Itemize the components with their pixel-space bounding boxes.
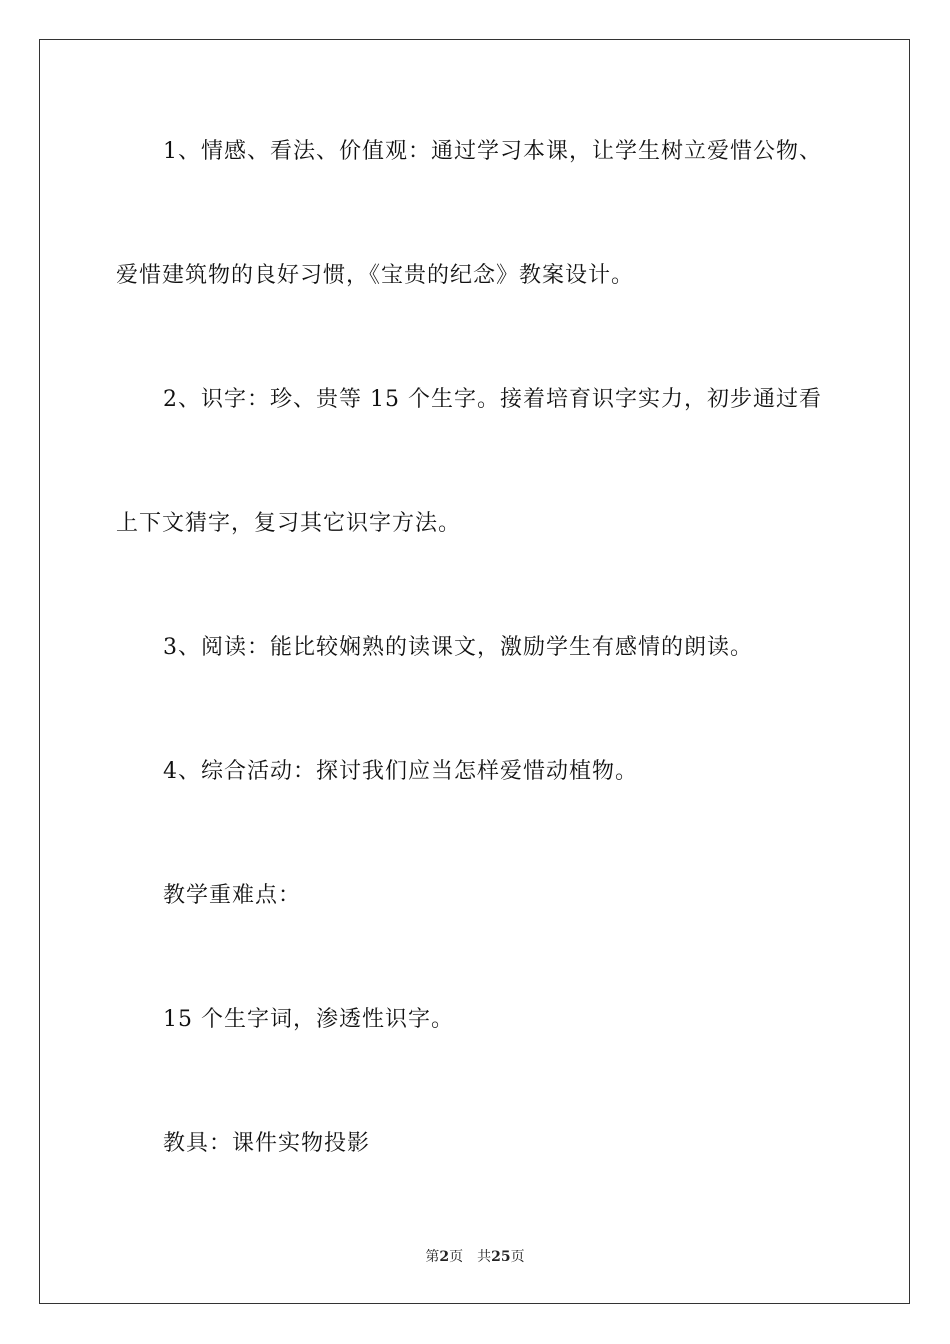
paragraph-1-line-2: 爱惜建筑物的良好习惯，《宝贵的纪念》教案设计。 (116, 263, 635, 288)
paragraph-3: 3、阅读：能比较娴熟的读课文，激励学生有感情的朗读。 (163, 635, 753, 660)
paragraph-teaching-aids: 教具：课件实物投影 (163, 1131, 371, 1156)
paragraph-1-line-1: 1、情感、看法、价值观：通过学习本课，让学生树立爱惜公物、 (163, 139, 822, 164)
footer-page-prefix: 第 (425, 1249, 440, 1265)
page-frame (39, 39, 910, 1304)
paragraph-2-line-1: 2、识字：珍、贵等 15 个生字。接着培育识字实力，初步通过看 (163, 387, 822, 412)
footer-page-suffix: 页 (449, 1249, 464, 1265)
footer-page-total: 25 (491, 1249, 511, 1265)
page-footer (0, 1248, 950, 1266)
paragraph-4: 4、综合活动：探讨我们应当怎样爱惜动植物。 (163, 759, 638, 784)
paragraph-2-line-2: 上下文猜字，复习其它识字方法。 (116, 511, 462, 536)
footer-page-current: 2 (439, 1249, 450, 1265)
heading-key-points: 教学重难点： (163, 883, 302, 908)
paragraph-key-points: 15 个生字词，渗透性识字。 (163, 1007, 454, 1032)
footer-total-prefix: 共 (477, 1249, 492, 1265)
footer-total-suffix: 页 (510, 1249, 525, 1265)
